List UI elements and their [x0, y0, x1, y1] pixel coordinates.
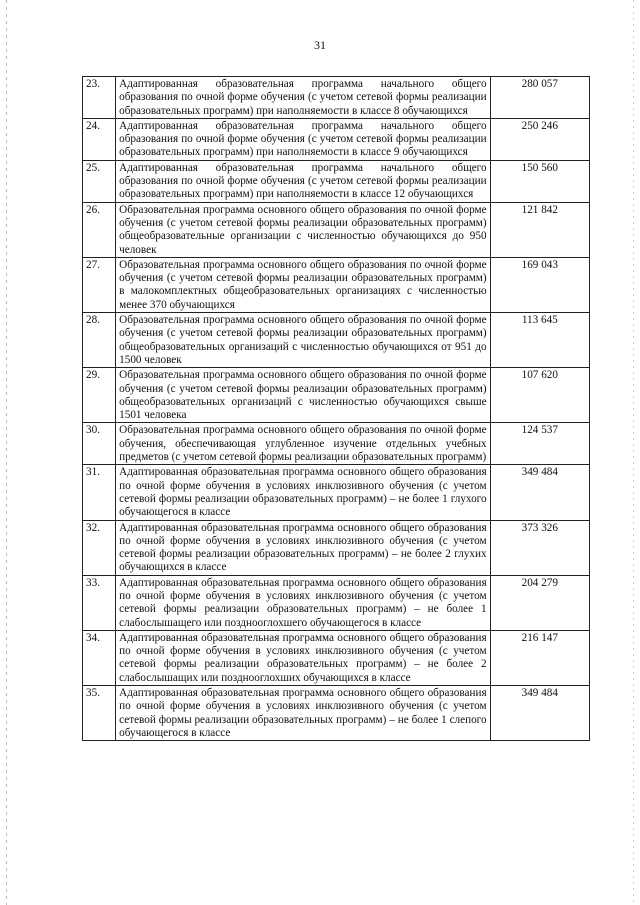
cost-value: 349 484	[490, 686, 589, 741]
table-row	[83, 368, 590, 423]
cost-value: 150 560	[490, 160, 589, 202]
row-number: 27.	[83, 257, 116, 312]
table-row	[83, 520, 590, 575]
cost-value: 204 279	[490, 575, 589, 630]
program-description: Адаптированная образовательная программа начального общего образования по очной форме обучения (с учетом сетевой формы реализации образовательных программ) при наполняемости в классе 8 обучающихся	[116, 77, 490, 119]
program-description: Адаптированная образовательная программа основного общего образования по очной форме обучения в условиях инклюзивного обучения (с учетом сетевой формы реализации образовательных программ) – не более 1 слабослышащего или позднооглохшего обучающегося в классе	[116, 575, 490, 630]
program-description: Образовательная программа основного общего образования по очной форме обучения (с учетом сетевой формы реализации образовательных программ) общеобразовательных организаций с численностью обучающихся от 951 до 1500 человек	[116, 313, 490, 368]
scan-edge-left	[6, 0, 7, 905]
program-description: Образовательная программа основного общего образования по очной форме обучения (с учетом сетевой формы реализации образовательных программ) общеобразовательных организаций с численностью обучающихся свыше 1501 человека	[116, 368, 490, 423]
cost-value: 107 620	[490, 368, 589, 423]
table-row	[83, 202, 590, 257]
program-description: Адаптированная образовательная программа основного общего образования по очной форме обучения в условиях инклюзивного обучения (с учетом сетевой формы реализации образовательных программ) – не более 2 глухих обучающихся в классе	[116, 520, 490, 575]
table-row	[83, 77, 590, 119]
row-number: 29.	[83, 368, 116, 423]
table-row	[83, 686, 590, 741]
cost-value: 349 484	[490, 465, 589, 520]
row-number: 34.	[83, 630, 116, 685]
row-number: 25.	[83, 160, 116, 202]
page-number: 31	[314, 38, 326, 52]
program-description: Адаптированная образовательная программа основного общего образования по очной форме обучения в условиях инклюзивного обучения (с учетом сетевой формы реализации образовательных программ) – не более 2 слабослышащих или позднооглохших обучающихся в классе	[116, 630, 490, 685]
row-number: 35.	[83, 686, 116, 741]
cost-value: 113 645	[490, 313, 589, 368]
program-description: Адаптированная образовательная программа начального общего образования по очной форме обучения (с учетом сетевой формы реализации образовательных программ) при наполняемости в классе 9 обучающихся	[116, 118, 490, 160]
program-description: Адаптированная образовательная программа начального общего образования по очной форме обучения (с учетом сетевой формы реализации образовательных программ) при наполняемости в классе 12 обучающихся	[116, 160, 490, 202]
cost-value: 124 537	[490, 423, 589, 465]
program-description: Образовательная программа основного общего образования по очной форме обучения (с учетом сетевой формы реализации образовательных программ) общеобразовательные организации с численностью обучающихся до 950 человек	[116, 202, 490, 257]
row-number: 33.	[83, 575, 116, 630]
table-row	[83, 575, 590, 630]
row-number: 32.	[83, 520, 116, 575]
row-number: 30.	[83, 423, 116, 465]
program-description: Образовательная программа основного общего образования по очной форме обучения (с учетом сетевой формы реализации образовательных программ) в малокомплектных общеобразовательных организациях с численностью менее 370 обучающихся	[116, 257, 490, 312]
row-number: 23.	[83, 77, 116, 119]
program-description: Адаптированная образовательная программа основного общего образования по очной форме обучения в условиях инклюзивного обучения (с учетом сетевой формы реализации образовательных программ) – не более 1 глухого обучающегося в классе	[116, 465, 490, 520]
cost-value: 121 842	[490, 202, 589, 257]
table-row	[83, 118, 590, 160]
cost-value: 250 246	[490, 118, 589, 160]
table-row	[83, 160, 590, 202]
row-number: 26.	[83, 202, 116, 257]
row-number: 31.	[83, 465, 116, 520]
table-row	[83, 257, 590, 312]
row-number: 28.	[83, 313, 116, 368]
cost-value: 280 057	[490, 77, 589, 119]
cost-value: 373 326	[490, 520, 589, 575]
row-number: 24.	[83, 118, 116, 160]
cost-value: 169 043	[490, 257, 589, 312]
scan-edge-right	[633, 0, 634, 905]
table-row	[83, 465, 590, 520]
normative-costs-table	[82, 76, 590, 741]
program-description: Образовательная программа основного общего образования по очной форме обучения, обеспечивающая углубленное изучение отдельных учебных предметов (с учетом сетевой формы реализации образовательных программ)	[116, 423, 490, 465]
table-row	[83, 630, 590, 685]
cost-value: 216 147	[490, 630, 589, 685]
program-description: Адаптированная образовательная программа основного общего образования по очной форме обучения в условиях инклюзивного обучения (с учетом сетевой формы реализации образовательных программ) – не более 1 слепого обучающегося в классе	[116, 686, 490, 741]
table-row	[83, 313, 590, 368]
table-body	[83, 77, 590, 741]
table-row	[83, 423, 590, 465]
